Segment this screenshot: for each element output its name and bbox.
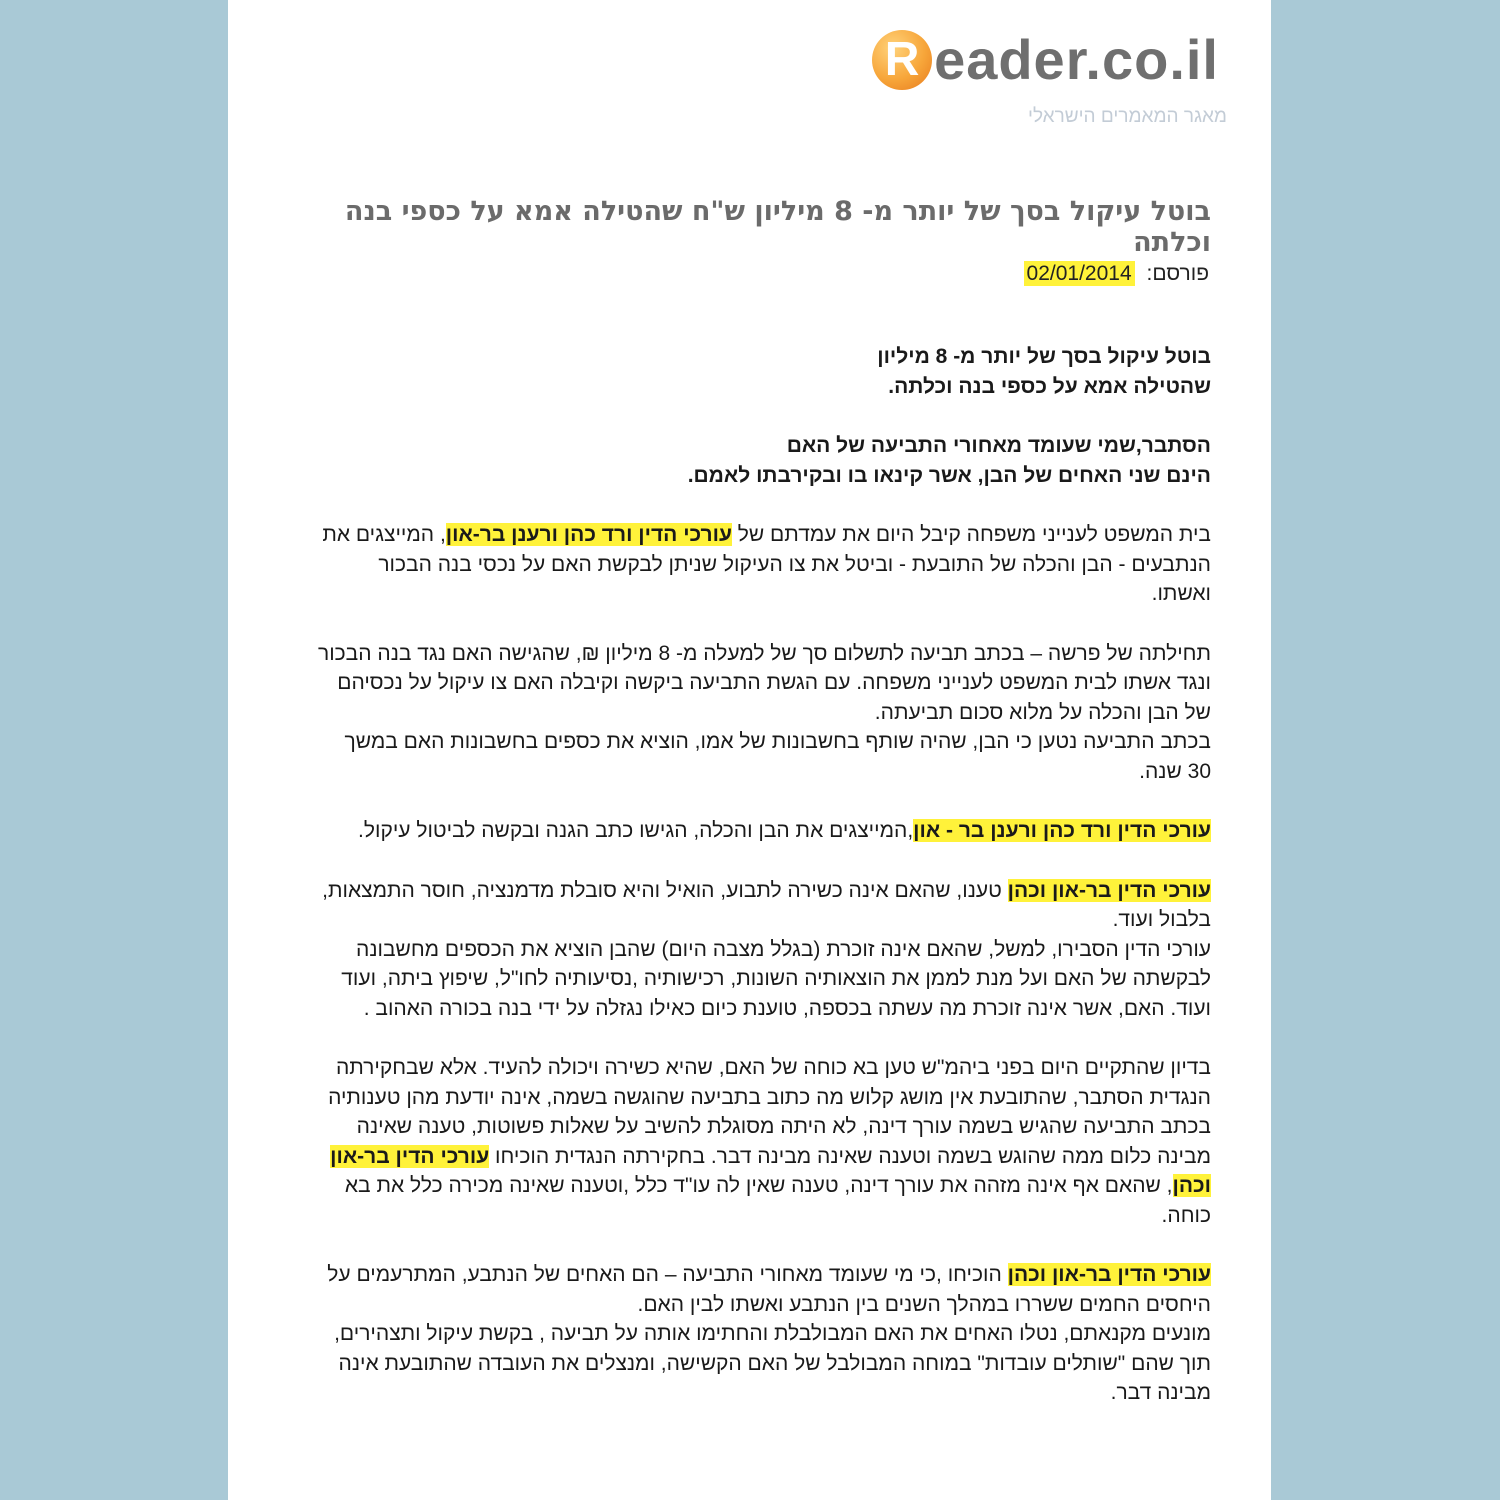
paragraph-2-text-a: תחילתה של פרשה – בכתב תביעה לתשלום סך של למעלה מ- 8 מיליון ₪, שהגישה האם נגד בנה הבכור ונגד אשתו לבית המשפט לענייני משפחה. עם הגשת התביעה ביקשה וקיבלה האם צו עיקול על נכסיהם של הבן והכלה על מלוא סכום תביעתה. — [317, 641, 1211, 724]
highlight-lawyers-1: עורכי הדין ורד כהן ורענן בר-און — [445, 523, 732, 546]
paragraph-6-text-b: מונעים מקנאתם, נטלו האחים את האם המבולבלת והחתימו אותה על תביעה , בקשת עיקול ותצהירים, תוך שהם "שותלים עובדות" במוחה המבולבל של האם הקשישה, ומנצלים את העובדה שהתובעת אינה מבינה דבר. — [334, 1322, 1211, 1404]
highlight-lawyers-5: עורכי הדין בר-און וכהן — [1007, 1263, 1211, 1286]
paragraph-1-text-a: בית המשפט לענייני משפחה קיבל היום את עמדתם של — [731, 523, 1211, 546]
highlight-lawyers-4: עורכי הדין בר-און וכהן — [330, 1144, 1211, 1197]
headline-line-2: שהטילה אמא על כספי בנה וכלתה. — [888, 374, 1211, 398]
logo-wordmark: eader.co.il — [934, 28, 1219, 91]
highlight-lawyers-3: עורכי הדין בר-און וכהן — [1007, 878, 1211, 902]
paragraph-1-text-b: , המייצגים את הנתבעים - הבן והכלה של התובעת - וביטל את צו העיקול שניתן לבקשת האם על נכסי בנה הבכור ואשתו. — [322, 523, 1211, 605]
paragraph-5 — [318, 1053, 1211, 1230]
logo-r-badge: R — [872, 30, 932, 90]
site-tagline: מאגר המאמרים הישראלי — [1028, 106, 1227, 127]
paragraph-4-text-b: עורכי הדין הסבירו, למשל, שהאם אינה זוכרת (בגלל מצבה היום) שהבן הוציא את הכספים מחשבונה לבקשתה של האם ועל מנת לממן את הוצאותיה השונות, רכישותיה ,נסיעותיה לחו"ל, שיפוץ ביתה, ועוד ועוד. האם, אשר אינה זוכרת מה עשתה בכספה, טוענת כיום כאילו נגזלה על ידי בנה בכורה האהוב . — [341, 937, 1211, 1020]
paragraph-4-text-a: טענו, שהאם אינה כשירה לתבוע, הואיל והיא סובלת מדמנציה, חוסר התמצאות, בלבול ועוד. — [322, 878, 1211, 931]
published-label: פורסם: — [1146, 262, 1209, 285]
paragraph-3-text: ,המייצגים את הבן והכלה, הגישו כתב הגנה ובקשה לביטול עיקול. — [358, 819, 914, 842]
article-body — [318, 342, 1211, 1438]
paragraph-4 — [318, 876, 1211, 1024]
subhead — [318, 431, 1211, 490]
site-logo[interactable] — [872, 30, 1219, 90]
subhead-line-2: הינם שני האחים של הבן, אשר קינאו בו ובקירבתו לאמם. — [687, 463, 1211, 487]
paragraph-3 — [318, 816, 1211, 846]
paragraph-1 — [318, 520, 1211, 609]
published-line — [1024, 262, 1209, 286]
paragraph-6 — [318, 1260, 1211, 1408]
paragraph-5-text-a: בדיון שהתקיים היום בפני ביהמ"ש טען בא כוחה של האם, שהיא כשירה ויכולה להעיד. אלא שבחקירתה הנגדית הסתבר, שהתובעת אין מושג קלוש מה כתוב בתביעה שהוגשה בשמה, אינה יודעת מהן טענותיה בכתב התביעה שהגיש בשמה עורך דינה, לא היתה מסוגלת להשיב על שאלות פשוטות, טענה שאינה מבינה כלום ממה שהוגש בשמה וטענה שאינה מבינה דבר. בחקירתה הנגדית הוכיחו — [328, 1056, 1211, 1168]
highlight-lawyers-2: עורכי הדין ורד כהן ורענן בר - און — [913, 819, 1211, 842]
subhead-line-1: הסתבר,שמי שעומד מאחורי התביעה של האם — [786, 434, 1211, 457]
paragraph-6-text-a: הוכיחו ,כי מי שעומד מאחורי התביעה – הם האחים של הנתבע, המתרעמים על היחסים החמים ששררו במהלך השנים בין הנתבע ואשתו לבין האם. — [327, 1263, 1211, 1316]
headline-line-1: בוטל עיקול בסך של יותר מ- 8 מיליון — [877, 345, 1211, 368]
document-page — [228, 0, 1271, 1500]
paragraph-2-text-b: בכתב התביעה נטען כי הבן, שהיה שותף בחשבונות של אמו, הוציא את כספים בחשבונות האם במשך 30 שנה. — [344, 730, 1211, 783]
paragraph-2 — [318, 639, 1211, 787]
article-title: בוטל עיקול בסך של יותר מ- 8 מיליון ש"ח שהטילה אמא על כספי בנה וכלתה — [344, 196, 1211, 258]
published-date: 02/01/2014 — [1024, 261, 1135, 286]
headline — [318, 342, 1211, 401]
paragraph-5-text-b: , שהאם אף אינה מזהה את עורך דינה, טענה שאין לה עו"ד כלל ,וטענה שאינה מכירה כלל את בא כוחה. — [344, 1174, 1211, 1227]
